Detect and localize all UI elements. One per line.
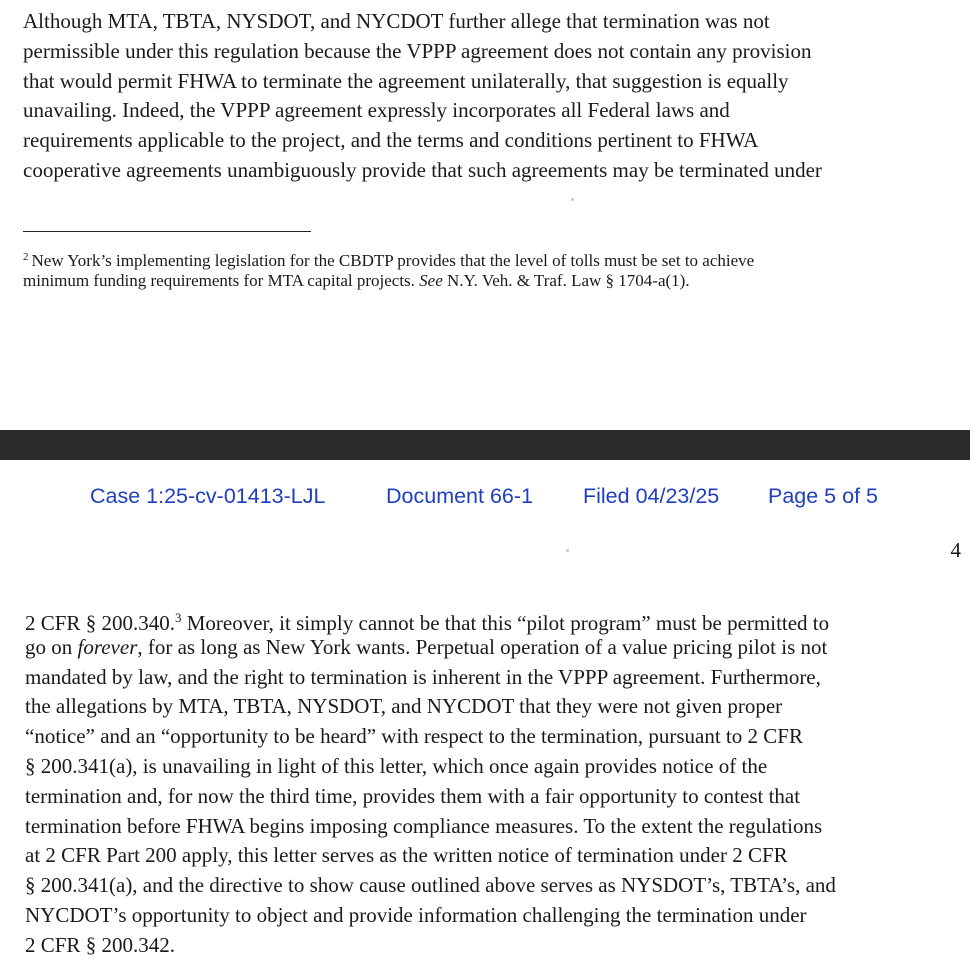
paragraph-line: that would permit FHWA to terminate the agreement unilaterally, that suggestion is equally [23,68,789,93]
upper-page [0,0,970,430]
paragraph-line: mandated by law, and the right to termination is inherent in the VPPP agreement. Furthermore, [25,664,821,689]
footnote-citation: N.Y. Veh. & Traf. Law § 1704-a(1). [442,271,690,290]
footnote-line [23,269,923,293]
footnote-marker: 2 [23,251,29,263]
case-number: Case 1:25-cv-01413-LJL [90,484,326,508]
paragraph-line: requirements applicable to the project, and the terms and conditions pertinent to FHWA [23,128,759,153]
footnote-signal: See [419,271,443,290]
scan-speck [566,549,569,552]
footnote-text: minimum funding requirements for MTA capital projects. [23,271,420,290]
page-break-bar [0,430,970,460]
filed-date: Filed 04/23/25 [583,484,720,508]
paragraph-line: the allegations by MTA, TBTA, NYSDOT, and NYCDOT that they were not given proper [25,694,783,719]
page-number: 4 [950,538,961,562]
body-paragraph-upper [23,7,953,186]
footnote [23,245,923,293]
paragraph-line [25,633,960,663]
lower-page [0,460,970,980]
document-number: Document 66-1 [386,484,533,508]
paragraph-line: at 2 CFR Part 200 apply, this letter serves as the written notice of termination under 2 CFR [25,843,788,868]
body-paragraph-lower [25,603,960,961]
footnote-ref: 3 [174,610,182,625]
page-count: Page 5 of 5 [768,484,878,508]
footnote-line [23,245,923,269]
sentence-text: go on [25,634,78,659]
emphasis-text: forever [77,634,138,659]
paragraph-line: termination and, for now the third time, provides them with a fair opportunity to contest that [25,783,801,808]
paragraph-line: NYCDOT’s opportunity to object and provide information challenging the termination under [25,902,807,927]
footnote-divider [23,231,311,232]
paragraph-line: § 200.341(a), is unavailing in light of this letter, which once again provides notice of the [25,753,768,778]
paragraph-line: “notice” and an “opportunity to be heard” with respect to the termination, pursuant to 2 CFR [25,724,803,749]
paragraph-line [25,603,960,633]
scan-speck [571,198,574,201]
footnote-text: New York’s implementing legislation for the CBDTP provides that the level of tolls must be set to achieve [31,251,755,270]
paragraph-line: permissible under this regulation because the VPPP agreement does not contain any provision [23,38,812,63]
paragraph-line: Although MTA, TBTA, NYSDOT, and NYCDOT further allege that termination was not [23,9,770,33]
paragraph-line: 2 CFR § 200.342. [25,932,175,957]
paragraph-line: § 200.341(a), and the directive to show cause outlined above serves as NYSDOT’s, TBTA’s, and [25,873,836,898]
sentence-text: , for as long as New York wants. Perpetual operation of a value pricing pilot is not [137,634,828,659]
paragraph-line: termination before FHWA begins imposing compliance measures. To the extent the regulations [25,813,823,838]
paragraph-line: cooperative agreements unambiguously provide that such agreements may be terminated under [23,157,822,182]
citation-text: 2 CFR § 200.340. [25,611,175,635]
sentence-text: Moreover, it simply cannot be that this “pilot program” must be permitted to [181,611,830,635]
paragraph-line: unavailing. Indeed, the VPPP agreement expressly incorporates all Federal laws and [23,98,730,123]
